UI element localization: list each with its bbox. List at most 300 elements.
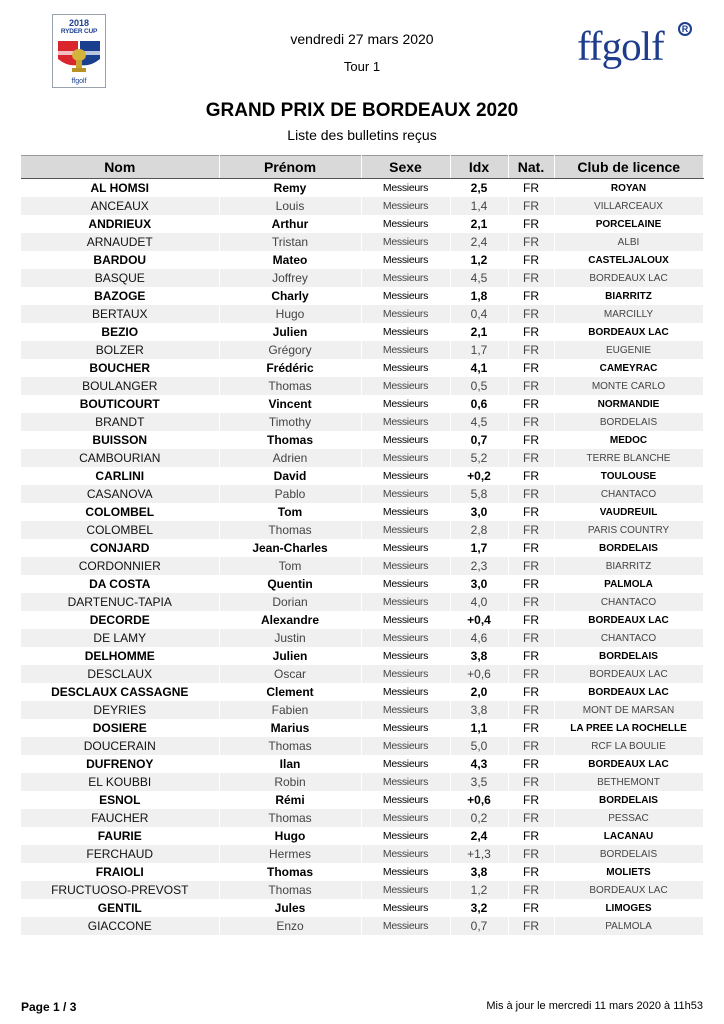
cell-idx: 2,1 <box>450 215 508 233</box>
registered-mark-icon: R <box>678 22 692 36</box>
cell-club: MOLIETS <box>554 863 703 881</box>
cell-idx: 2,5 <box>450 179 508 198</box>
logo-year: 2018 <box>68 18 90 28</box>
cell-club: CHANTACO <box>554 593 703 611</box>
cell-sexe: Messieurs <box>361 683 450 701</box>
cell-idx: 2,4 <box>450 233 508 251</box>
cell-nat: FR <box>508 341 554 359</box>
cell-prenom: Frédéric <box>219 359 361 377</box>
table-row <box>21 647 703 665</box>
cell-sexe: Messieurs <box>361 917 450 935</box>
cell-sexe: Messieurs <box>361 845 450 863</box>
cell-idx: 1,8 <box>450 287 508 305</box>
logo-brand: ffgolf <box>71 78 87 85</box>
table-row <box>21 413 703 431</box>
cell-nat: FR <box>508 593 554 611</box>
cell-prenom: Timothy <box>219 413 361 431</box>
cell-club: BORDELAIS <box>554 647 703 665</box>
cell-nat: FR <box>508 647 554 665</box>
cell-prenom: Arthur <box>219 215 361 233</box>
table-row <box>21 755 703 773</box>
cell-sexe: Messieurs <box>361 377 450 395</box>
table-row <box>21 665 703 683</box>
cell-idx: 5,8 <box>450 485 508 503</box>
cell-prenom: Thomas <box>219 863 361 881</box>
cell-nat: FR <box>508 719 554 737</box>
cell-idx: 1,7 <box>450 341 508 359</box>
cell-idx: 1,1 <box>450 719 508 737</box>
cell-prenom: Tristan <box>219 233 361 251</box>
cell-nat: FR <box>508 521 554 539</box>
cell-nom: DOSIERE <box>21 719 219 737</box>
cell-nom: DUFRENOY <box>21 755 219 773</box>
cell-sexe: Messieurs <box>361 485 450 503</box>
cell-idx: 3,8 <box>450 647 508 665</box>
table-row <box>21 395 703 413</box>
cell-nom: FERCHAUD <box>21 845 219 863</box>
page-subtitle: Liste des bulletins reçus <box>287 127 437 143</box>
cell-nom: BERTAUX <box>21 305 219 323</box>
cell-club: BIARRITZ <box>554 287 703 305</box>
cell-idx: 4,5 <box>450 413 508 431</box>
cell-nat: FR <box>508 665 554 683</box>
cell-club: VILLARCEAUX <box>554 197 703 215</box>
col-header-club: Club de licence <box>554 156 703 179</box>
cell-club: TOULOUSE <box>554 467 703 485</box>
cell-nom: CONJARD <box>21 539 219 557</box>
cell-nat: FR <box>508 413 554 431</box>
cell-prenom: Charly <box>219 287 361 305</box>
cell-club: PALMOLA <box>554 575 703 593</box>
cell-prenom: Robin <box>219 773 361 791</box>
cell-nom: BASQUE <box>21 269 219 287</box>
cell-nat: FR <box>508 773 554 791</box>
cell-nat: FR <box>508 287 554 305</box>
cell-club: MONTE CARLO <box>554 377 703 395</box>
cell-nom: CAMBOURIAN <box>21 449 219 467</box>
table-row <box>21 701 703 719</box>
cell-club: ALBI <box>554 233 703 251</box>
cell-sexe: Messieurs <box>361 899 450 917</box>
cell-club: TERRE BLANCHE <box>554 449 703 467</box>
table-row <box>21 593 703 611</box>
cell-sexe: Messieurs <box>361 557 450 575</box>
cell-idx: 3,8 <box>450 863 508 881</box>
cell-nom: BOUCHER <box>21 359 219 377</box>
cell-club: EUGENIE <box>554 341 703 359</box>
cell-nat: FR <box>508 269 554 287</box>
col-header-idx: Idx <box>450 156 508 179</box>
col-header-prenom: Prénom <box>219 156 361 179</box>
cell-sexe: Messieurs <box>361 701 450 719</box>
cell-club: BIARRITZ <box>554 557 703 575</box>
cell-sexe: Messieurs <box>361 179 450 198</box>
cell-club: PALMOLA <box>554 917 703 935</box>
cell-prenom: Thomas <box>219 377 361 395</box>
cell-nat: FR <box>508 791 554 809</box>
ryder-cup-logo <box>52 14 106 88</box>
cell-club: ROYAN <box>554 179 703 198</box>
cell-sexe: Messieurs <box>361 395 450 413</box>
cell-prenom: Tom <box>219 503 361 521</box>
cell-prenom: Thomas <box>219 521 361 539</box>
cell-nat: FR <box>508 449 554 467</box>
cell-nat: FR <box>508 431 554 449</box>
cell-idx: 3,0 <box>450 503 508 521</box>
cell-nom: DARTENUC-TAPIA <box>21 593 219 611</box>
cell-prenom: Thomas <box>219 809 361 827</box>
cell-prenom: Justin <box>219 629 361 647</box>
cell-nom: COLOMBEL <box>21 521 219 539</box>
table-row <box>21 215 703 233</box>
table-row <box>21 341 703 359</box>
cell-prenom: Joffrey <box>219 269 361 287</box>
cell-sexe: Messieurs <box>361 539 450 557</box>
cell-nom: CORDONNIER <box>21 557 219 575</box>
cell-idx: 5,0 <box>450 737 508 755</box>
cell-nat: FR <box>508 215 554 233</box>
cell-sexe: Messieurs <box>361 269 450 287</box>
cell-nom: BRANDT <box>21 413 219 431</box>
cell-nat: FR <box>508 755 554 773</box>
cell-sexe: Messieurs <box>361 431 450 449</box>
cell-sexe: Messieurs <box>361 251 450 269</box>
report-date: vendredi 27 mars 2020 <box>290 31 434 47</box>
cell-sexe: Messieurs <box>361 791 450 809</box>
cell-nom: DECORDE <box>21 611 219 629</box>
cell-club: PESSAC <box>554 809 703 827</box>
cell-idx: 0,7 <box>450 917 508 935</box>
cell-sexe: Messieurs <box>361 647 450 665</box>
cell-nat: FR <box>508 305 554 323</box>
cell-nom: FAUCHER <box>21 809 219 827</box>
cell-sexe: Messieurs <box>361 449 450 467</box>
cell-idx: 3,0 <box>450 575 508 593</box>
cell-prenom: Clement <box>219 683 361 701</box>
cell-idx: 2,1 <box>450 323 508 341</box>
cell-sexe: Messieurs <box>361 359 450 377</box>
cell-club: CAMEYRAC <box>554 359 703 377</box>
cell-nom: FRAIOLI <box>21 863 219 881</box>
cell-nom: DESCLAUX <box>21 665 219 683</box>
cell-sexe: Messieurs <box>361 413 450 431</box>
cell-idx: 4,5 <box>450 269 508 287</box>
cell-sexe: Messieurs <box>361 215 450 233</box>
cell-prenom: Rémi <box>219 791 361 809</box>
cell-nom: FRUCTUOSO-PREVOST <box>21 881 219 899</box>
table-row <box>21 377 703 395</box>
cell-sexe: Messieurs <box>361 467 450 485</box>
cell-nom: ARNAUDET <box>21 233 219 251</box>
cell-nom: DEYRIES <box>21 701 219 719</box>
cell-nat: FR <box>508 863 554 881</box>
cell-nom: CASANOVA <box>21 485 219 503</box>
cell-sexe: Messieurs <box>361 629 450 647</box>
cell-club: BORDELAIS <box>554 791 703 809</box>
cell-club: BORDEAUX LAC <box>554 611 703 629</box>
cell-prenom: Thomas <box>219 431 361 449</box>
cell-nom: EL KOUBBI <box>21 773 219 791</box>
cell-nom: ANDRIEUX <box>21 215 219 233</box>
cell-sexe: Messieurs <box>361 665 450 683</box>
cell-club: PORCELAINE <box>554 215 703 233</box>
cell-nom: CARLINI <box>21 467 219 485</box>
cell-nat: FR <box>508 359 554 377</box>
cell-sexe: Messieurs <box>361 881 450 899</box>
table-row <box>21 575 703 593</box>
cell-prenom: Remy <box>219 179 361 198</box>
cell-nom: BARDOU <box>21 251 219 269</box>
table-header <box>21 156 703 179</box>
cell-nat: FR <box>508 233 554 251</box>
cell-nat: FR <box>508 539 554 557</box>
table-row <box>21 773 703 791</box>
table-row <box>21 683 703 701</box>
cell-prenom: Enzo <box>219 917 361 935</box>
cell-nom: DESCLAUX CASSAGNE <box>21 683 219 701</box>
col-header-nom: Nom <box>21 156 219 179</box>
entries-table <box>21 155 704 935</box>
cell-prenom: Fabien <box>219 701 361 719</box>
cell-sexe: Messieurs <box>361 737 450 755</box>
ryder-cup-trophy-icon <box>56 37 102 77</box>
cell-prenom: Thomas <box>219 881 361 899</box>
cell-idx: 0,7 <box>450 431 508 449</box>
cell-nom: BAZOGE <box>21 287 219 305</box>
cell-prenom: Quentin <box>219 575 361 593</box>
cell-idx: 2,0 <box>450 683 508 701</box>
cell-idx: 4,3 <box>450 755 508 773</box>
cell-nom: BOLZER <box>21 341 219 359</box>
ffgolf-logo <box>577 22 697 72</box>
cell-nat: FR <box>508 629 554 647</box>
cell-idx: 4,0 <box>450 593 508 611</box>
ffgolf-wordmark: ffgolf <box>577 23 664 69</box>
cell-sexe: Messieurs <box>361 773 450 791</box>
col-header-sexe: Sexe <box>361 156 450 179</box>
cell-nom: DELHOMME <box>21 647 219 665</box>
table-row <box>21 251 703 269</box>
cell-club: MONT DE MARSAN <box>554 701 703 719</box>
page-title: GRAND PRIX DE BORDEAUX 2020 <box>205 100 519 121</box>
cell-idx: 4,6 <box>450 629 508 647</box>
cell-club: LIMOGES <box>554 899 703 917</box>
cell-sexe: Messieurs <box>361 755 450 773</box>
cell-idx: +0,6 <box>450 665 508 683</box>
table-row <box>21 737 703 755</box>
table-row <box>21 467 703 485</box>
cell-prenom: Dorian <box>219 593 361 611</box>
cell-sexe: Messieurs <box>361 305 450 323</box>
cell-nom: BEZIO <box>21 323 219 341</box>
cell-club: LACANAU <box>554 827 703 845</box>
cell-nat: FR <box>508 251 554 269</box>
table-row <box>21 233 703 251</box>
cell-idx: 3,5 <box>450 773 508 791</box>
cell-nat: FR <box>508 611 554 629</box>
cell-nom: BOUTICOURT <box>21 395 219 413</box>
cell-club: BORDEAUX LAC <box>554 269 703 287</box>
cell-club: BORDEAUX LAC <box>554 665 703 683</box>
last-updated: Mis à jour le mercredi 11 mars 2020 à 11h53 <box>486 1000 703 1012</box>
table-row <box>21 305 703 323</box>
table-row <box>21 197 703 215</box>
cell-club: CHANTACO <box>554 485 703 503</box>
table-row <box>21 845 703 863</box>
cell-idx: +1,3 <box>450 845 508 863</box>
cell-sexe: Messieurs <box>361 323 450 341</box>
cell-nat: FR <box>508 917 554 935</box>
cell-nat: FR <box>508 503 554 521</box>
cell-club: MEDOC <box>554 431 703 449</box>
cell-prenom: David <box>219 467 361 485</box>
table-row <box>21 431 703 449</box>
table-row <box>21 917 703 935</box>
cell-idx: 0,2 <box>450 809 508 827</box>
cell-nat: FR <box>508 701 554 719</box>
cell-idx: 0,5 <box>450 377 508 395</box>
table-body <box>21 179 703 936</box>
cell-idx: 3,8 <box>450 701 508 719</box>
table-row <box>21 179 703 198</box>
cell-idx: +0,6 <box>450 791 508 809</box>
cell-club: CHANTACO <box>554 629 703 647</box>
cell-prenom: Thomas <box>219 737 361 755</box>
table-row <box>21 287 703 305</box>
cell-nat: FR <box>508 197 554 215</box>
cell-nat: FR <box>508 467 554 485</box>
cell-idx: 1,2 <box>450 251 508 269</box>
table-row <box>21 827 703 845</box>
cell-nat: FR <box>508 899 554 917</box>
cell-nom: DE LAMY <box>21 629 219 647</box>
table-row <box>21 881 703 899</box>
cell-sexe: Messieurs <box>361 863 450 881</box>
table-row <box>21 611 703 629</box>
cell-nom: DA COSTA <box>21 575 219 593</box>
cell-club: BORDEAUX LAC <box>554 755 703 773</box>
cell-prenom: Mateo <box>219 251 361 269</box>
cell-club: BORDELAIS <box>554 413 703 431</box>
cell-sexe: Messieurs <box>361 575 450 593</box>
cell-club: BETHEMONT <box>554 773 703 791</box>
cell-idx: 2,8 <box>450 521 508 539</box>
table-row <box>21 629 703 647</box>
cell-nom: GENTIL <box>21 899 219 917</box>
table-row <box>21 899 703 917</box>
cell-nom: DOUCERAIN <box>21 737 219 755</box>
cell-idx: 5,2 <box>450 449 508 467</box>
cell-sexe: Messieurs <box>361 593 450 611</box>
cell-idx: +0,2 <box>450 467 508 485</box>
cell-club: BORDEAUX LAC <box>554 881 703 899</box>
cell-club: NORMANDIE <box>554 395 703 413</box>
cell-nom: BOULANGER <box>21 377 219 395</box>
cell-club: LA PREE LA ROCHELLE <box>554 719 703 737</box>
table-row <box>21 503 703 521</box>
cell-nom: GIACCONE <box>21 917 219 935</box>
cell-idx: 2,3 <box>450 557 508 575</box>
logo-event: RYDER CUP <box>60 28 98 35</box>
cell-club: BORDELAIS <box>554 845 703 863</box>
cell-prenom: Oscar <box>219 665 361 683</box>
cell-nat: FR <box>508 683 554 701</box>
page-number: Page 1 / 3 <box>21 1000 77 1014</box>
table-row <box>21 791 703 809</box>
cell-club: BORDEAUX LAC <box>554 323 703 341</box>
table-row <box>21 557 703 575</box>
cell-nat: FR <box>508 179 554 198</box>
table-row <box>21 485 703 503</box>
cell-prenom: Pablo <box>219 485 361 503</box>
cell-sexe: Messieurs <box>361 287 450 305</box>
cell-sexe: Messieurs <box>361 341 450 359</box>
table-row <box>21 809 703 827</box>
cell-club: RCF LA BOULIE <box>554 737 703 755</box>
cell-nom: ESNOL <box>21 791 219 809</box>
cell-prenom: Alexandre <box>219 611 361 629</box>
cell-nat: FR <box>508 323 554 341</box>
cell-idx: 0,4 <box>450 305 508 323</box>
cell-sexe: Messieurs <box>361 197 450 215</box>
cell-nat: FR <box>508 881 554 899</box>
cell-nom: FAURIE <box>21 827 219 845</box>
cell-prenom: Adrien <box>219 449 361 467</box>
cell-prenom: Louis <box>219 197 361 215</box>
cell-idx: 1,4 <box>450 197 508 215</box>
cell-idx: 2,4 <box>450 827 508 845</box>
cell-idx: 3,2 <box>450 899 508 917</box>
cell-nat: FR <box>508 827 554 845</box>
cell-nom: BUISSON <box>21 431 219 449</box>
cell-prenom: Julien <box>219 647 361 665</box>
cell-idx: 1,7 <box>450 539 508 557</box>
cell-prenom: Tom <box>219 557 361 575</box>
cell-nat: FR <box>508 575 554 593</box>
cell-club: PARIS COUNTRY <box>554 521 703 539</box>
cell-nat: FR <box>508 395 554 413</box>
table-row <box>21 359 703 377</box>
cell-prenom: Hugo <box>219 827 361 845</box>
cell-sexe: Messieurs <box>361 827 450 845</box>
cell-prenom: Grégory <box>219 341 361 359</box>
cell-club: BORDEAUX LAC <box>554 683 703 701</box>
cell-club: VAUDREUIL <box>554 503 703 521</box>
cell-prenom: Marius <box>219 719 361 737</box>
cell-nat: FR <box>508 557 554 575</box>
table-row <box>21 521 703 539</box>
cell-sexe: Messieurs <box>361 719 450 737</box>
cell-nat: FR <box>508 845 554 863</box>
cell-prenom: Julien <box>219 323 361 341</box>
table-row <box>21 863 703 881</box>
cell-prenom: Hugo <box>219 305 361 323</box>
col-header-nat: Nat. <box>508 156 554 179</box>
cell-idx: 1,2 <box>450 881 508 899</box>
cell-club: CASTELJALOUX <box>554 251 703 269</box>
table-row <box>21 719 703 737</box>
table-row <box>21 269 703 287</box>
cell-nat: FR <box>508 809 554 827</box>
table-row <box>21 323 703 341</box>
cell-nat: FR <box>508 737 554 755</box>
cell-prenom: Jean-Charles <box>219 539 361 557</box>
cell-prenom: Ilan <box>219 755 361 773</box>
cell-nat: FR <box>508 377 554 395</box>
cell-prenom: Jules <box>219 899 361 917</box>
cell-idx: 4,1 <box>450 359 508 377</box>
cell-prenom: Vincent <box>219 395 361 413</box>
